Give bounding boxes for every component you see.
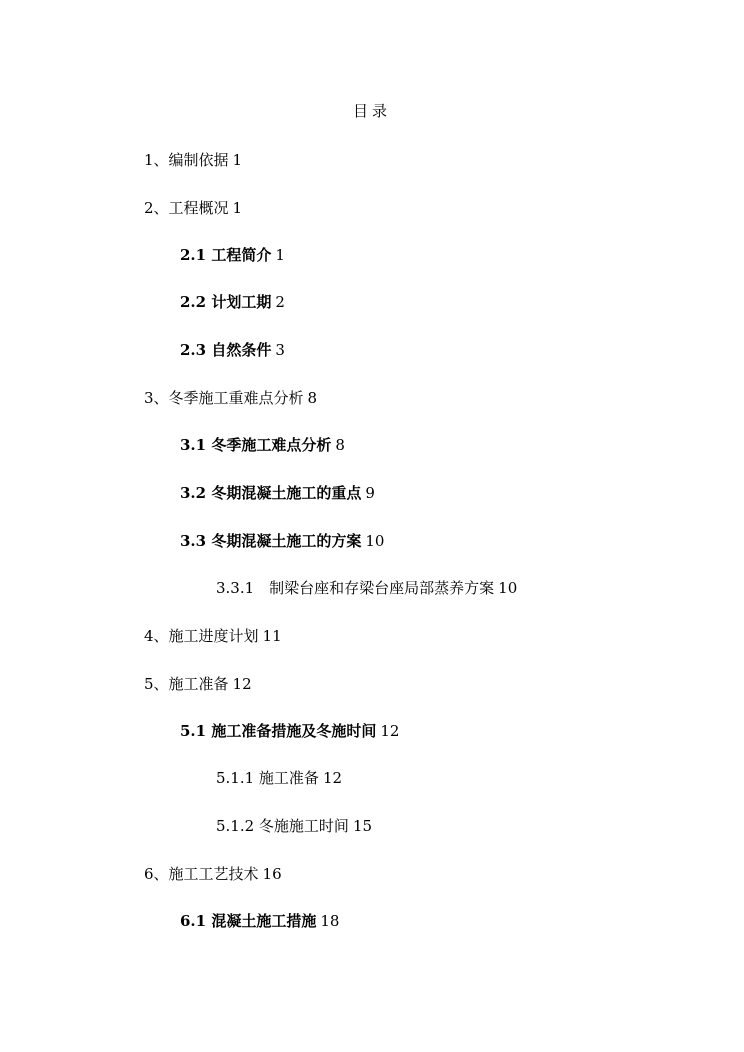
toc-entry-page: 1 — [232, 199, 243, 217]
toc-entry[interactable] — [180, 292, 285, 312]
toc-entry-title: 5.1.2 冬施施工时间 — [216, 817, 349, 835]
toc-entry-page: 18 — [320, 912, 340, 930]
toc-entry-title: 3.2 冬期混凝土施工的重点 — [180, 484, 362, 502]
toc-entry-page: 8 — [335, 436, 345, 454]
toc-entry-page: 10 — [365, 532, 385, 550]
toc-entry-page: 3 — [275, 341, 285, 359]
toc-entry[interactable] — [144, 388, 317, 408]
toc-entry-title: 3.3.1 制梁台座和存梁台座局部蒸养方案 — [216, 579, 495, 597]
toc-entry[interactable] — [216, 768, 342, 788]
toc-entry-title: 2.2 计划工期 — [180, 293, 272, 311]
toc-entry[interactable] — [180, 340, 285, 360]
toc-entry-title: 5.1.1 施工准备 — [216, 769, 319, 787]
toc-entry-page: 12 — [232, 675, 252, 693]
toc-entry-title: 3.3 冬期混凝土施工的方案 — [180, 532, 362, 550]
toc-entry[interactable] — [180, 483, 375, 503]
toc-entry-page: 15 — [352, 817, 373, 835]
toc-entry[interactable] — [216, 578, 517, 598]
toc-entry[interactable] — [180, 435, 345, 455]
toc-entry-title: 6.1 混凝土施工措施 — [180, 912, 317, 930]
toc-entry-page: 12 — [380, 722, 400, 740]
toc-entry-title: 4、施工进度计划 — [144, 627, 259, 645]
toc-title: 目录 — [352, 102, 391, 120]
toc-entry-title: 6、施工工艺技术 — [144, 865, 259, 883]
toc-entry-title: 2、工程概况 — [144, 199, 229, 217]
toc-entry[interactable] — [144, 626, 282, 646]
toc-entry[interactable] — [180, 911, 339, 931]
toc-entry-title: 5.1 施工准备措施及冬施时间 — [180, 722, 377, 740]
toc-entry[interactable] — [216, 816, 372, 836]
toc-entry[interactable] — [144, 198, 242, 218]
toc-entry[interactable] — [180, 721, 399, 741]
toc-entry[interactable] — [180, 531, 384, 551]
toc-entry-page: 1 — [232, 151, 243, 169]
toc-entry-title: 3、冬季施工重难点分析 — [144, 389, 304, 407]
toc-entry[interactable] — [180, 245, 285, 265]
toc-entry-title: 1、编制依据 — [144, 151, 229, 169]
toc-entry-title: 3.1 冬季施工难点分析 — [180, 436, 332, 454]
toc-entry-page: 1 — [275, 246, 285, 264]
toc-entry-page: 10 — [498, 579, 518, 597]
toc-entry[interactable] — [144, 674, 252, 694]
toc-entry[interactable] — [144, 150, 242, 170]
toc-entry-page: 16 — [262, 865, 282, 883]
toc-entry-title: 2.3 自然条件 — [180, 341, 272, 359]
toc-entry-page: 11 — [262, 627, 282, 645]
toc-entry-page: 12 — [322, 769, 343, 787]
toc-entry[interactable] — [144, 864, 282, 884]
toc-entry-page: 9 — [365, 484, 375, 502]
toc-entry-page: 8 — [307, 389, 318, 407]
toc-entry-page: 2 — [275, 293, 285, 311]
toc-entry-title: 2.1 工程简介 — [180, 246, 272, 264]
toc-entry-title: 5、施工准备 — [144, 675, 229, 693]
